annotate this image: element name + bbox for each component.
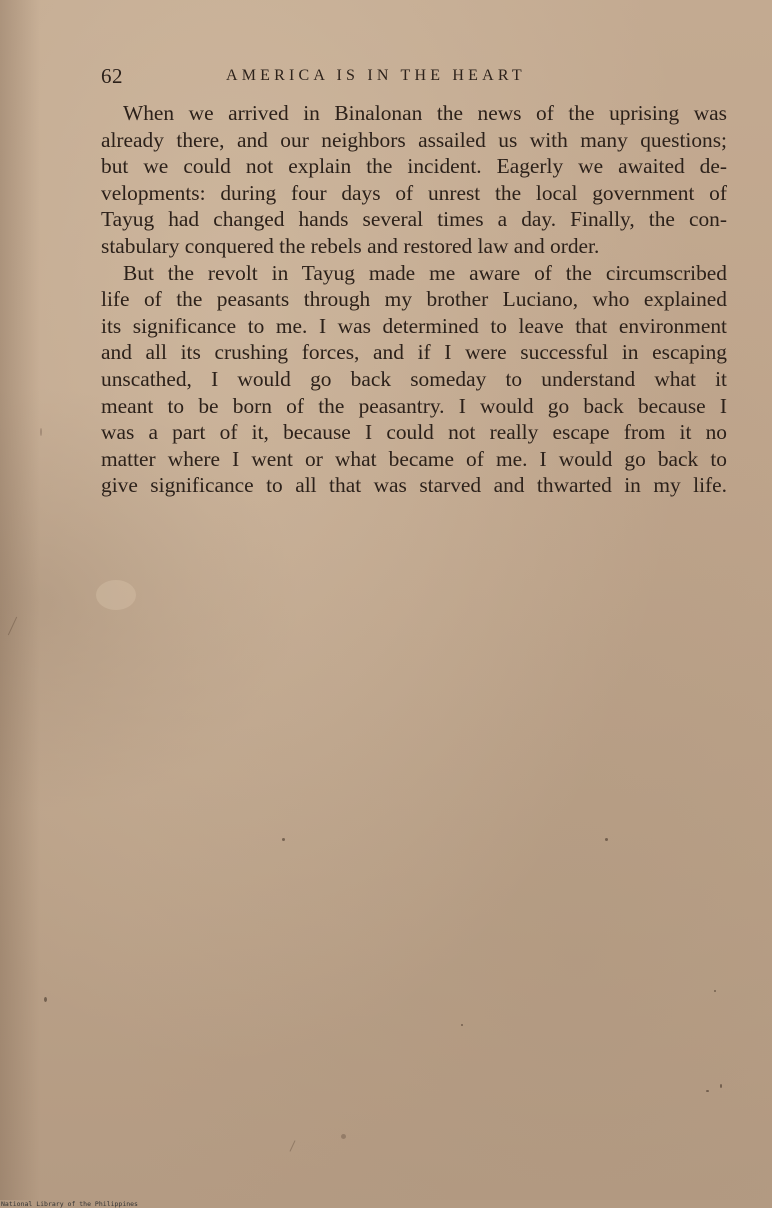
page-header <box>101 64 621 92</box>
paragraph-2 <box>101 260 727 499</box>
text-line: and all its crushing forces, and if I were successful in escaping <box>101 340 727 365</box>
paper-speck <box>341 1134 346 1139</box>
text-line: already there, and our neighbors assailed us with many questions; <box>101 127 727 152</box>
paper-speck <box>706 1090 709 1092</box>
text-line: meant to be born of the peasantry. I would go back because I <box>101 393 727 418</box>
text-line: unscathed, I would go back someday to understand what it <box>101 366 727 391</box>
text-line: Tayug had changed hands several times a day. Finally, the con- <box>101 207 727 232</box>
paper-speck <box>720 1084 722 1088</box>
text-line: its significance to me. I was determined to leave that environment <box>101 313 727 338</box>
paper-speck <box>44 997 47 1002</box>
library-credit: National Library of the Philippines <box>1 1200 138 1208</box>
text-line: But the revolt in Tayug made me aware of the circumscribed <box>123 260 727 285</box>
text-line: was a part of it, because I could not really escape from it no <box>101 420 727 445</box>
paper-speck <box>714 990 716 992</box>
paper-speck <box>605 838 608 841</box>
page-number: 62 <box>101 64 123 88</box>
text-line: life of the peasants through my brother Luciano, who explained <box>101 287 727 312</box>
body-text <box>101 100 727 499</box>
paper-speck <box>461 1024 463 1026</box>
text-line: but we could not explain the incident. Eagerly we awaited de- <box>101 154 727 179</box>
paper-speck <box>40 428 42 436</box>
paragraph-1 <box>101 100 727 260</box>
text-line: matter where I went or what became of me. I would go back to <box>101 446 727 471</box>
running-title: AMERICA IS IN THE HEART <box>226 67 526 84</box>
text-line: When we arrived in Binalonan the news of the uprising was <box>123 101 727 125</box>
paper-scratch <box>290 1140 296 1151</box>
paper-speck <box>282 838 285 841</box>
page-edge-shadow <box>0 0 40 1200</box>
paper-stain <box>96 580 136 610</box>
text-line: stabulary conquered the rebels and restored law and order. <box>101 233 600 258</box>
text-line: give significance to all that was starved and thwarted in my life. <box>101 473 727 498</box>
text-line: velopments: during four days of unrest the local government of <box>101 180 727 205</box>
